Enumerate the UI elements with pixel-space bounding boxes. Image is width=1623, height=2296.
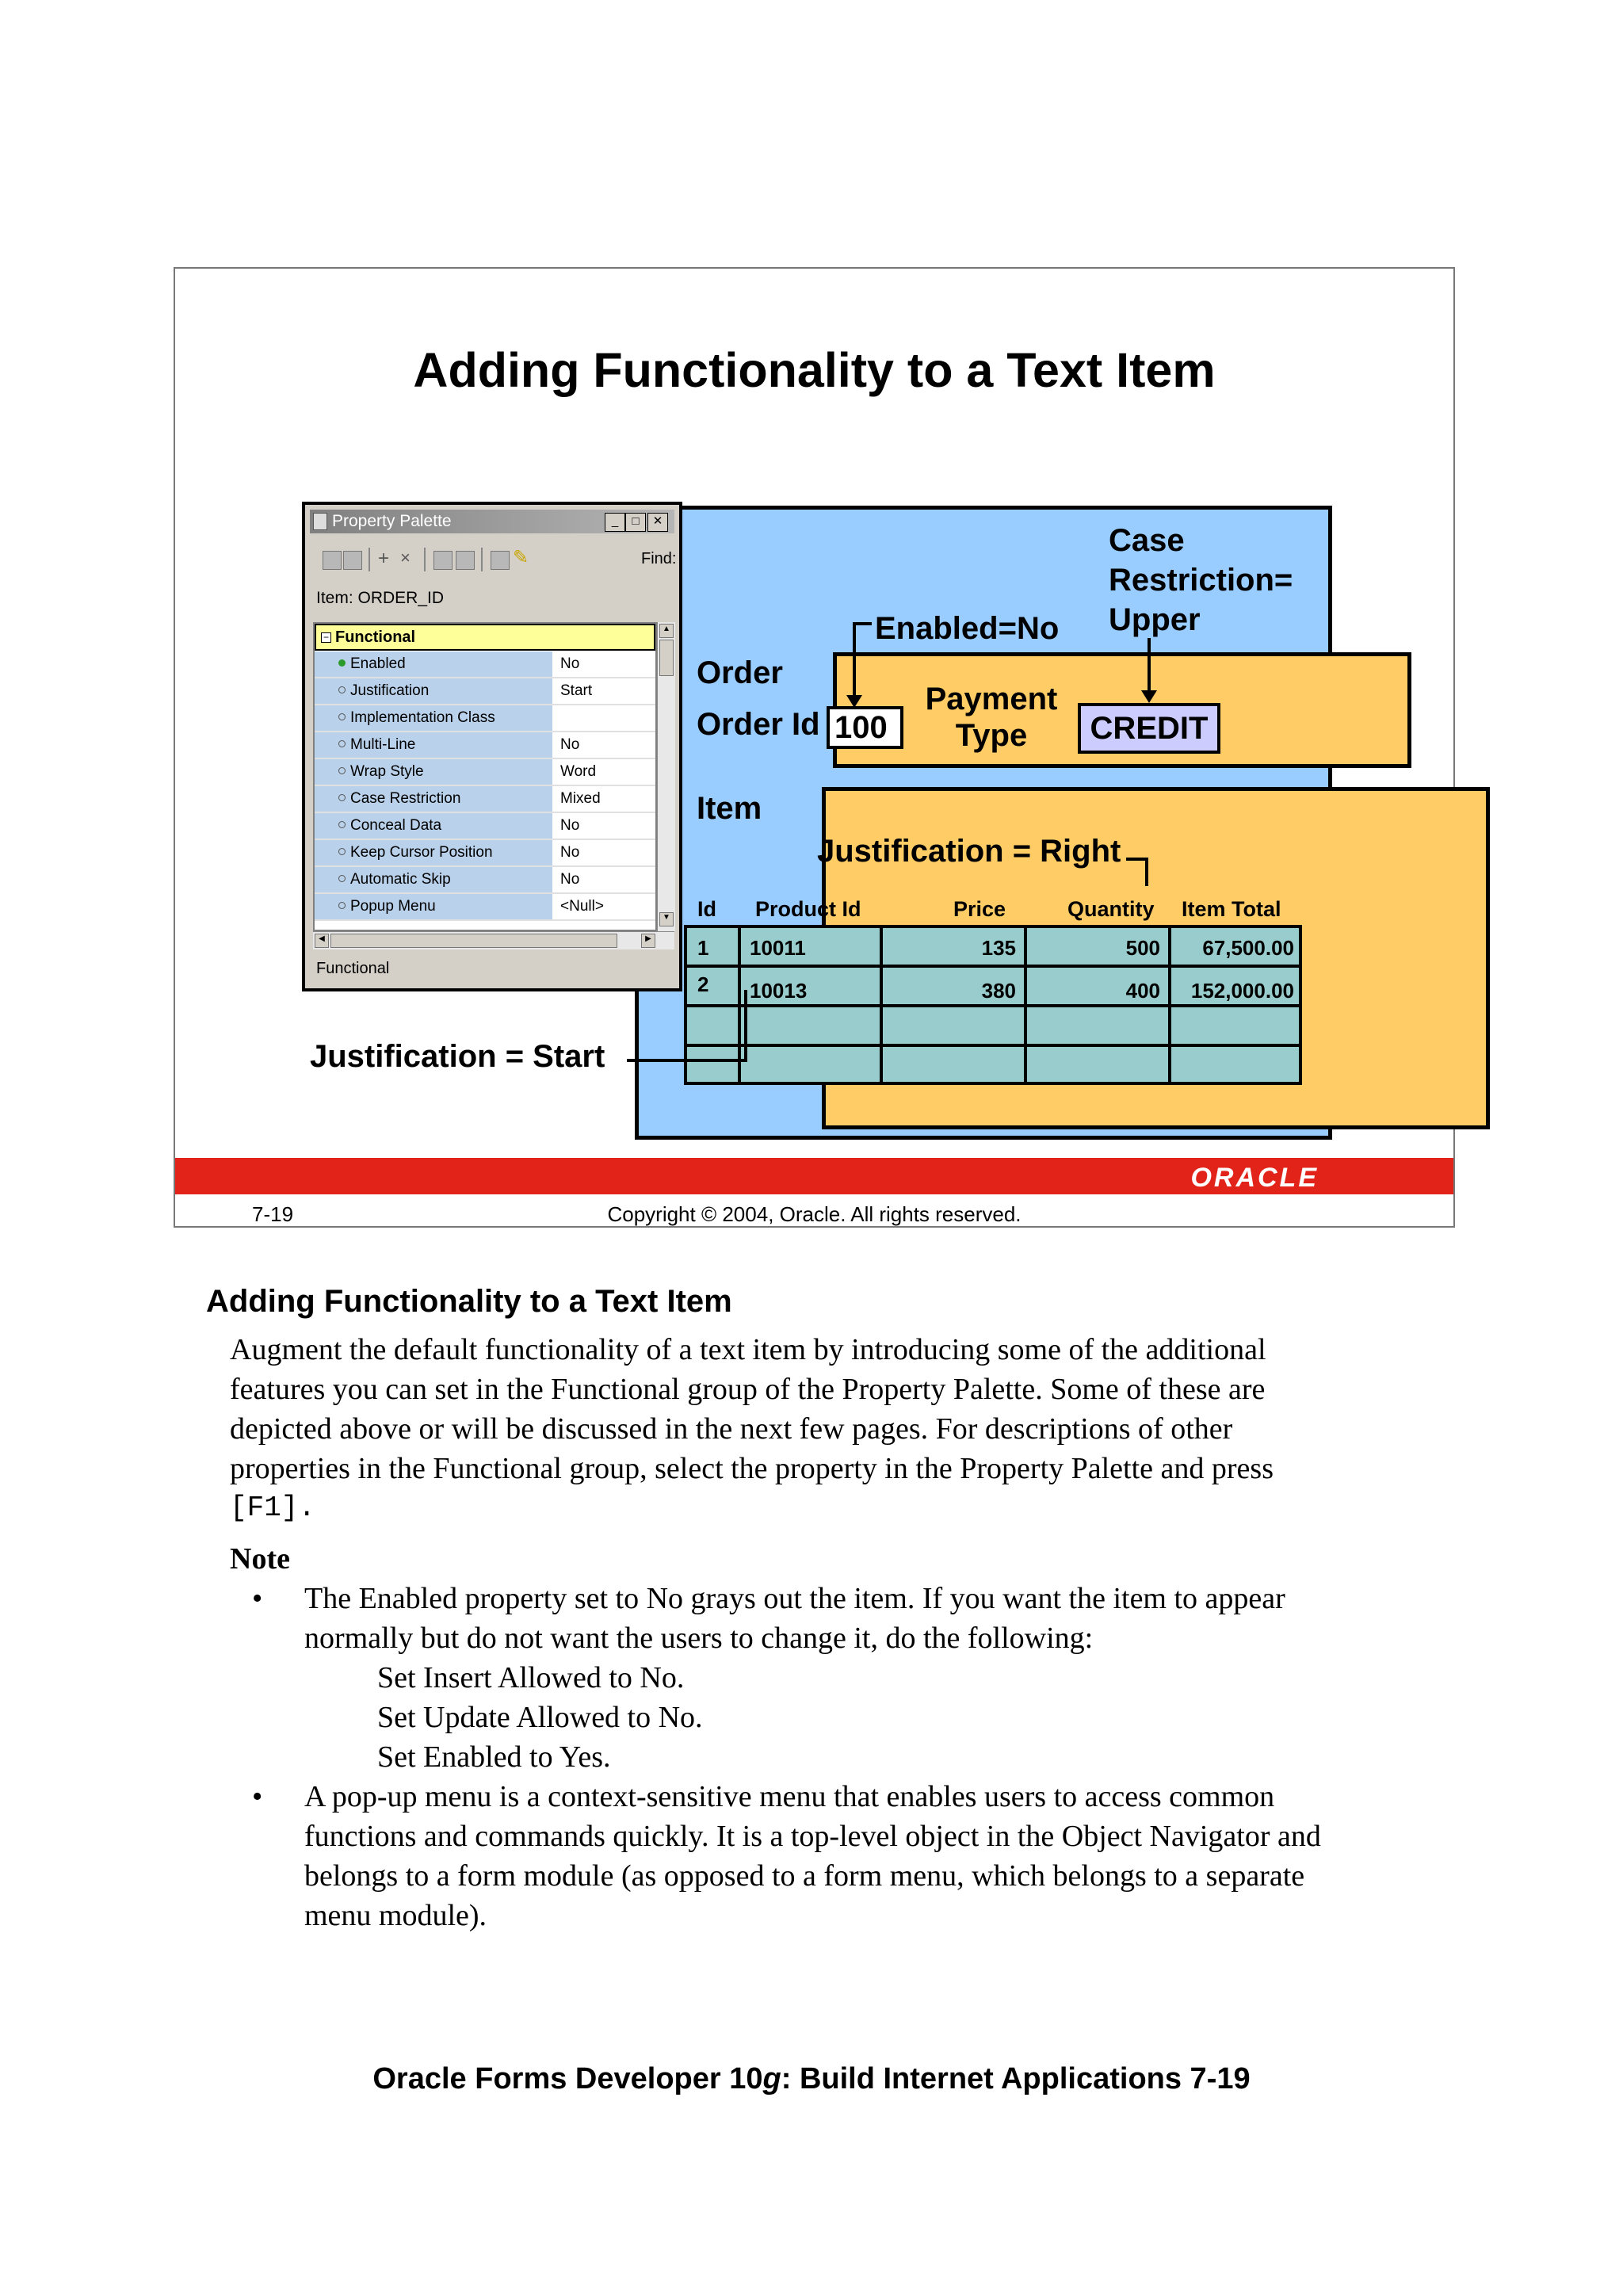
oracle-logo: ORACLE xyxy=(1190,1163,1319,1193)
sub-bullet-text: Set Enabled to Yes. xyxy=(377,1740,611,1774)
find-label: Find: xyxy=(641,550,677,567)
property-list xyxy=(313,622,657,931)
order-id-label: Order Id xyxy=(697,707,820,742)
bullet-icon: • xyxy=(252,1582,263,1615)
property-name xyxy=(315,786,552,812)
row-divider xyxy=(684,965,1302,968)
toolbar-separator xyxy=(369,548,370,571)
property-row[interactable] xyxy=(315,678,655,705)
scroll-thumb[interactable] xyxy=(659,640,674,676)
add-property-icon[interactable]: + xyxy=(378,548,390,569)
cell-product-id[interactable]: 10013 xyxy=(750,979,808,1003)
enabled-connector xyxy=(853,622,856,698)
property-name-text: Enabled xyxy=(350,655,406,672)
bullet-item xyxy=(304,1777,1469,1935)
scroll-right-icon[interactable]: ▶ xyxy=(641,934,655,948)
property-row[interactable] xyxy=(315,894,655,921)
cell-product-id[interactable]: 10011 xyxy=(750,936,806,960)
paste-properties-icon[interactable] xyxy=(343,551,362,570)
property-row[interactable] xyxy=(315,840,655,867)
copyright-notice: Copyright © 2004, Oracle. All rights reserved. xyxy=(607,1202,1022,1226)
key-reference: [F1]. xyxy=(230,1492,316,1524)
property-value[interactable]: Mixed xyxy=(560,790,601,807)
section-heading: Adding Functionality to a Text Item xyxy=(206,1284,732,1319)
property-value[interactable]: No xyxy=(560,655,580,672)
justification-right-connector xyxy=(1145,858,1148,886)
close-button[interactable]: ✕ xyxy=(647,513,668,532)
order-id-field[interactable]: 100 xyxy=(827,706,903,749)
default-property-icon xyxy=(338,875,346,882)
property-name xyxy=(315,867,552,892)
default-property-icon xyxy=(338,713,346,720)
property-value[interactable]: Word xyxy=(560,763,597,780)
property-name xyxy=(315,678,552,704)
justification-right-callout: Justification = Right xyxy=(817,834,1121,869)
property-value[interactable]: No xyxy=(560,817,580,834)
footer-prefix: Oracle Forms Developer 10 xyxy=(372,2062,763,2095)
hscroll-thumb[interactable] xyxy=(330,934,617,948)
oracle-brand-bar xyxy=(175,1158,1453,1194)
default-property-icon xyxy=(338,686,346,693)
slide-frame xyxy=(174,267,1455,1228)
property-name-text: Case Restriction xyxy=(350,790,461,807)
paragraph-line: properties in the Functional group, select the property in the Property Palette and press xyxy=(230,1452,1274,1485)
intro-paragraph xyxy=(230,1330,1466,1528)
intersection-icon[interactable] xyxy=(456,551,475,570)
property-name-text: Keep Cursor Position xyxy=(350,844,493,861)
property-name xyxy=(315,813,552,839)
callout-line: Restriction= xyxy=(1109,563,1293,598)
row-divider xyxy=(684,1004,1302,1007)
sub-bullet-item xyxy=(327,1737,703,1777)
union-icon[interactable] xyxy=(433,551,453,570)
column-header-id: Id xyxy=(697,897,716,921)
copy-properties-icon[interactable] xyxy=(323,551,342,570)
bullet-line: The Enabled property set to No grays out the item. If you want the item to appear xyxy=(304,1582,1285,1615)
palette-title: Property Palette xyxy=(332,512,452,530)
paragraph-line: depicted above or will be discussed in the next few pages. For descriptions of other xyxy=(230,1412,1233,1446)
toolbar-separator xyxy=(481,548,483,571)
enabled-callout: Enabled=No xyxy=(875,611,1060,646)
cell-id[interactable]: 2 xyxy=(697,972,709,996)
property-name xyxy=(315,840,552,865)
row-divider xyxy=(684,1044,1302,1047)
sub-bullet-text: Set Insert Allowed to No. xyxy=(377,1661,685,1694)
sub-bullet-text: Set Update Allowed to No. xyxy=(377,1701,703,1734)
property-name xyxy=(315,705,552,731)
maximize-button[interactable]: □ xyxy=(625,513,646,532)
justification-start-callout: Justification = Start xyxy=(310,1039,605,1074)
delete-property-icon[interactable]: × xyxy=(400,548,411,567)
column-header-quantity: Quantity xyxy=(1067,897,1155,921)
property-row[interactable] xyxy=(315,813,655,840)
property-name xyxy=(315,732,552,758)
cell-item-total[interactable]: 152,000.00 xyxy=(1190,979,1294,1003)
palette-item-label: Item: ORDER_ID xyxy=(316,589,445,607)
property-name-text: Automatic Skip xyxy=(350,871,451,888)
scroll-down-icon[interactable]: ▼ xyxy=(659,912,674,926)
palette-status: Functional xyxy=(316,960,390,977)
horizontal-scrollbar[interactable] xyxy=(313,931,674,949)
arrow-head-icon xyxy=(846,695,862,708)
justification-start-connector xyxy=(627,1059,747,1062)
property-value[interactable]: No xyxy=(560,844,580,861)
toolbar-separator xyxy=(424,548,426,571)
payment-type-field[interactable]: CREDIT xyxy=(1078,703,1220,754)
sub-bullet-item xyxy=(327,1698,703,1737)
property-name xyxy=(315,759,552,785)
scroll-left-icon[interactable]: ◀ xyxy=(315,934,329,948)
payment-type-label xyxy=(916,681,1067,754)
property-name-text: Popup Menu xyxy=(350,898,436,915)
property-name-text: Implementation Class xyxy=(350,709,495,726)
minimize-button[interactable]: _ xyxy=(605,513,625,532)
cell-item-total[interactable]: 67,500.00 xyxy=(1202,936,1294,960)
bullet-line: belongs to a form module (as opposed to a form menu, which belongs to a separate xyxy=(304,1859,1305,1893)
property-value[interactable]: No xyxy=(560,736,580,753)
property-value[interactable]: Start xyxy=(560,682,593,699)
bullet-icon: • xyxy=(252,1780,263,1813)
property-group-functional[interactable] xyxy=(315,624,655,651)
inherit-icon[interactable] xyxy=(491,551,510,570)
cell-id[interactable]: 1 xyxy=(697,936,709,960)
cell-quantity[interactable]: 500 xyxy=(1125,936,1160,960)
bullet-line: A pop-up menu is a context-sensitive menu that enables users to access common xyxy=(304,1780,1275,1813)
default-property-icon xyxy=(338,821,346,828)
property-value[interactable]: No xyxy=(560,871,580,888)
column-header-product-id: Product Id xyxy=(755,897,861,921)
page-footer xyxy=(0,2062,1623,2096)
scroll-up-icon[interactable]: ▲ xyxy=(659,624,674,638)
sub-bullet-item xyxy=(327,1658,703,1698)
property-value[interactable]: <Null> xyxy=(560,898,604,915)
slide-number: 7-19 xyxy=(252,1202,294,1226)
property-row[interactable] xyxy=(315,732,655,759)
property-name-text: Justification xyxy=(350,682,430,699)
property-name xyxy=(315,651,552,677)
default-property-icon xyxy=(338,902,346,909)
collapse-icon[interactable]: − xyxy=(321,632,331,643)
sub-bullet-list xyxy=(327,1658,703,1777)
justification-start-connector xyxy=(744,990,747,1062)
footer-g: g xyxy=(762,2062,781,2095)
item-block-title: Item xyxy=(697,791,762,826)
pin-icon[interactable]: ✎ xyxy=(513,547,529,568)
bullet-item xyxy=(304,1579,1469,1658)
cell-price[interactable]: 135 xyxy=(981,936,1016,960)
property-palette-window[interactable] xyxy=(302,502,682,991)
property-name-text: Multi-Line xyxy=(350,736,416,753)
changed-property-icon xyxy=(338,659,346,667)
property-row[interactable] xyxy=(315,786,655,813)
cell-price[interactable]: 380 xyxy=(981,979,1016,1003)
default-property-icon xyxy=(338,848,346,855)
bullet-line: menu module). xyxy=(304,1899,487,1932)
order-block-title: Order xyxy=(697,655,783,690)
callout-line: Case xyxy=(1109,523,1185,558)
palette-app-icon xyxy=(313,513,327,530)
property-name xyxy=(315,894,552,919)
case-connector xyxy=(1148,638,1151,693)
payment-label-line: Payment xyxy=(925,682,1058,716)
cell-quantity[interactable]: 400 xyxy=(1125,979,1160,1003)
footer-suffix: : Build Internet Applications 7-19 xyxy=(781,2062,1251,2095)
column-header-item-total: Item Total xyxy=(1182,897,1281,921)
property-row[interactable] xyxy=(315,759,655,786)
column-header-price: Price xyxy=(953,897,1006,921)
case-restriction-callout xyxy=(1109,521,1293,640)
property-name-text: Conceal Data xyxy=(350,817,442,834)
property-value[interactable] xyxy=(554,705,560,731)
group-label: Functional xyxy=(335,628,416,646)
property-name-text: Wrap Style xyxy=(350,763,424,780)
arrow-head-icon xyxy=(1141,690,1157,703)
vertical-scrollbar[interactable] xyxy=(657,622,675,931)
slide-title: Adding Functionality to a Text Item xyxy=(413,343,1216,397)
paragraph-line: Augment the default functionality of a text item by introducing some of the additional xyxy=(230,1333,1266,1366)
note-label: Note xyxy=(230,1542,290,1576)
payment-label-line: Type xyxy=(955,718,1028,753)
property-row[interactable] xyxy=(315,867,655,894)
bullet-line: normally but do not want the users to change it, do the following: xyxy=(304,1622,1094,1655)
default-property-icon xyxy=(338,740,346,747)
bullet-line: functions and commands quickly. It is a top-level object in the Object Navigator and xyxy=(304,1820,1321,1853)
property-row[interactable] xyxy=(315,705,655,732)
property-row[interactable] xyxy=(315,651,655,678)
default-property-icon xyxy=(338,767,346,774)
callout-line: Upper xyxy=(1109,602,1201,637)
paragraph-line: features you can set in the Functional group of the Property Palette. Some of these are xyxy=(230,1373,1266,1406)
default-property-icon xyxy=(338,794,346,801)
